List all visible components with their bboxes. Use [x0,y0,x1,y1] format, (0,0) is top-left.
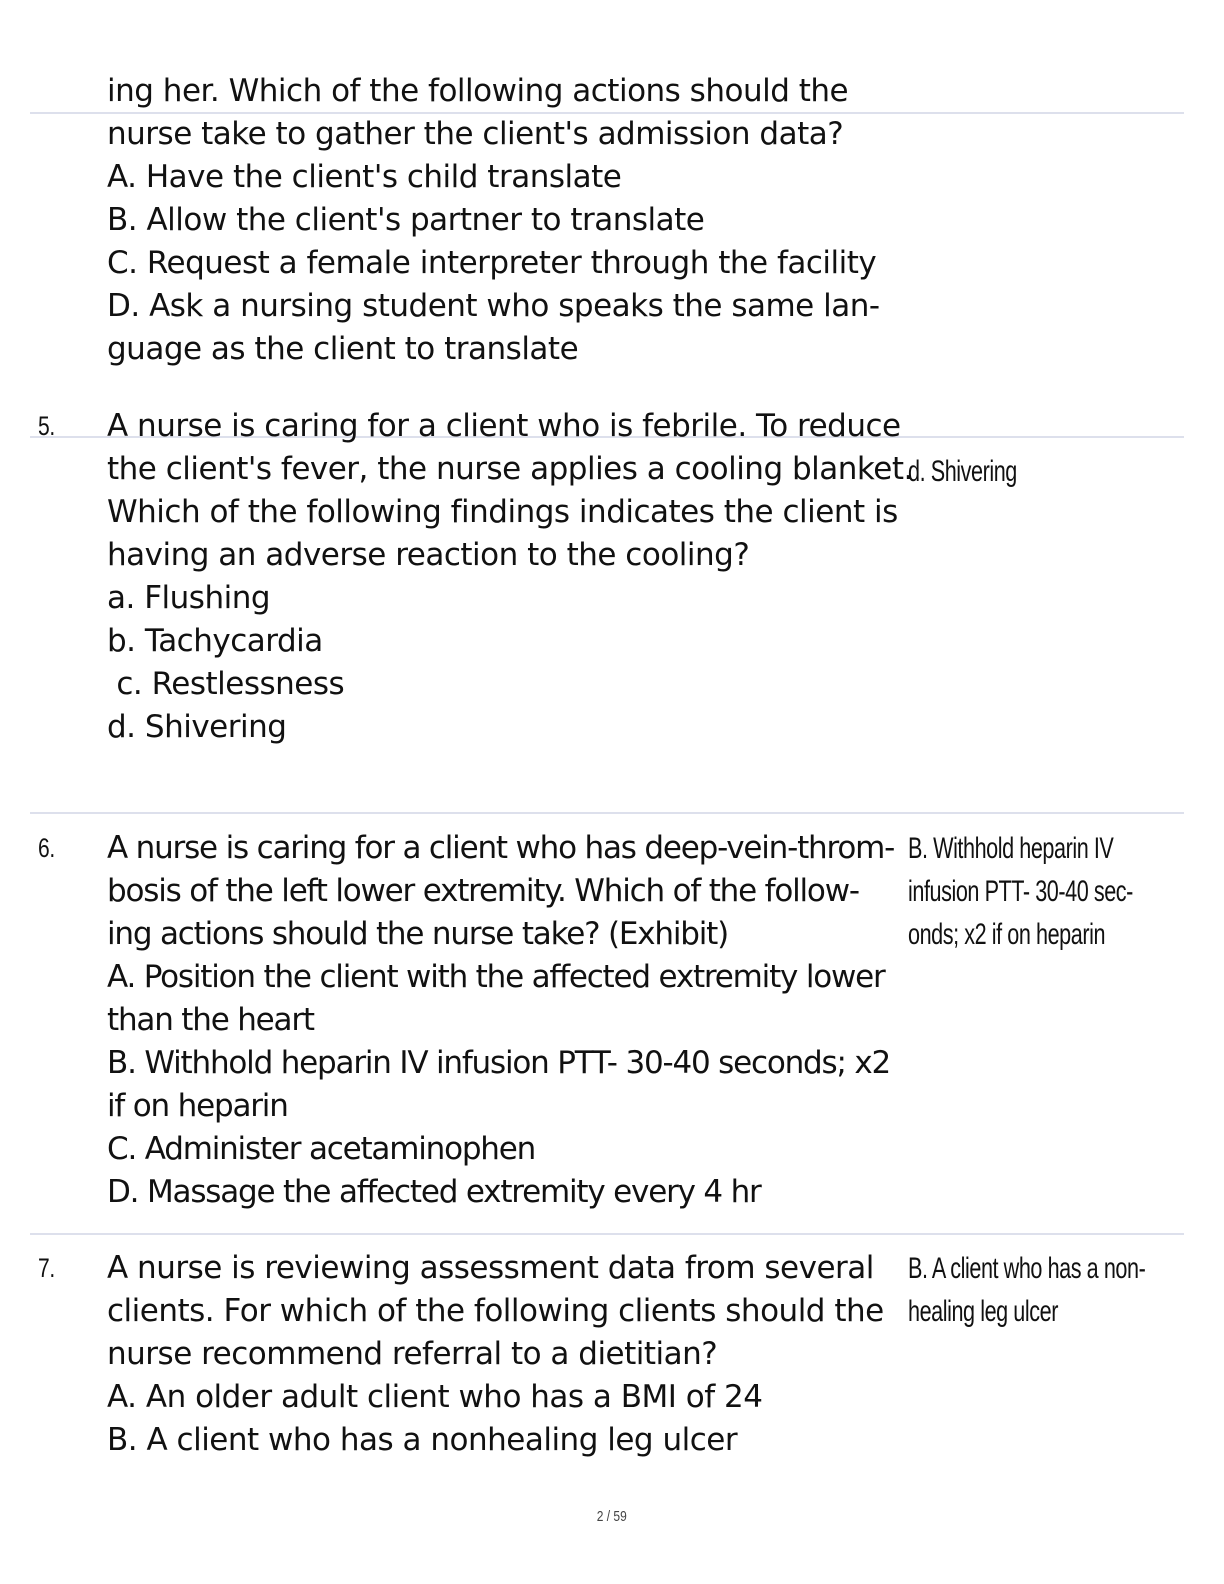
row-divider-q6 [30,812,1184,814]
option-line: c. Restlessness [107,666,345,702]
question-6-text [107,827,907,1214]
option-line: B. Allow the client's partner to translate [107,202,705,238]
page-indicator: 2 / 59 [596,1508,628,1525]
answer-line: infusion PTT- 30-40 sec- [908,875,1133,908]
question-line: the client's fever, the nurse applies a cooling blanket. [107,451,913,487]
question-line: nurse take to gather the client's admission data? [107,116,844,152]
row-divider-q7 [30,1233,1184,1235]
answer-line: B. A client who has a non- [908,1252,1146,1285]
option-line: d. Shivering [107,709,287,745]
option-line: A. Have the client's child translate [107,159,622,195]
question-number: 7. [38,1253,55,1283]
option-line: A. Position the client with the affected extremity lower [107,959,885,995]
option-line: if on heparin [107,1088,288,1124]
answer-line: B. Withhold heparin IV [908,832,1114,865]
question-line: ing actions should the nurse take? (Exhibit) [107,916,729,952]
option-line: A. An older adult client who has a BMI of 24 [107,1379,763,1415]
option-line: than the heart [107,1002,314,1038]
option-line: b. Tachycardia [107,623,323,659]
question-5-text [107,405,913,749]
option-line: B. A client who has a nonhealing leg ulcer [107,1422,738,1458]
question-line: A nurse is caring for a client who is febrile. To reduce [107,408,901,444]
continued-question [107,70,907,371]
question-line: A nurse is caring for a client who has deep-vein-throm- [107,830,895,866]
option-line: guage as the client to translate [107,331,579,367]
option-line: C. Administer acetaminophen [107,1131,536,1167]
option-line: a. Flushing [107,580,271,616]
answer-line: onds; x2 if on heparin [908,918,1106,951]
question-6-answer [908,827,1196,956]
question-line: nurse recommend referral to a dietitian? [107,1336,718,1372]
question-line: A nurse is reviewing assessment data from several [107,1250,874,1286]
option-line: C. Request a female interpreter through the facility [107,245,877,281]
question-7-text [107,1247,907,1462]
option-line: B. Withhold heparin IV infusion PTT- 30-40 seconds; x2 [107,1045,891,1081]
option-line: D. Massage the affected extremity every 4 hr [107,1174,761,1210]
question-line: ing her. Which of the following actions should the [107,73,849,109]
question-line: clients. For which of the following clients should the [107,1293,884,1329]
page-footer [0,1508,1224,1525]
question-line: Which of the following findings indicates the client is [107,494,898,530]
question-line: bosis of the left lower extremity. Which of the follow- [107,873,859,909]
question-7-answer [908,1247,1196,1333]
option-line: D. Ask a nursing student who speaks the same lan- [107,288,880,324]
answer-line: healing leg ulcer [908,1295,1058,1328]
question-line: having an adverse reaction to the cooling? [107,537,750,573]
question-number: 6. [38,833,55,863]
question-number: 5. [38,411,55,441]
question-5-answer [908,450,1196,493]
answer-line: d. Shivering [908,455,1017,488]
